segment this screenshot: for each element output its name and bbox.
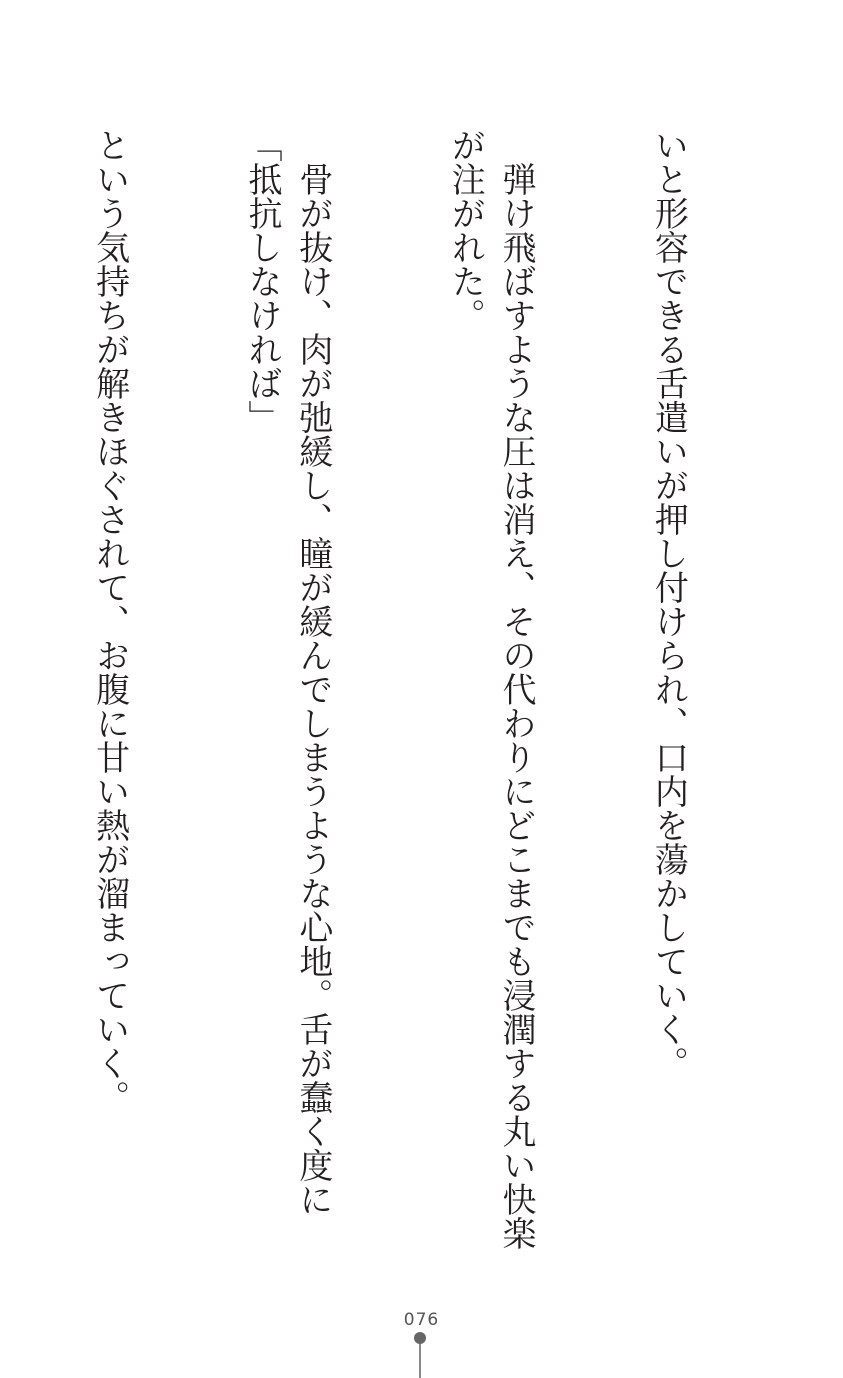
vertical-text-body xyxy=(35,128,795,1258)
text-line: 骨が抜け、肉が弛緩し、瞳が緩んでしまうような心地。舌が蠢く度に「抵抗しなければ」 xyxy=(242,128,333,1216)
text-line: 弾け飛ばすような圧は消え、その代わりにどこまでも浸潤する丸い快楽が注がれた。 xyxy=(445,128,537,1250)
page-marker-dot xyxy=(414,1332,426,1344)
text-line: いと形容できる舌遣いが押し付けられ、口内を蕩かしていく。 xyxy=(648,128,689,1080)
text-line: という気持ちが解きほぐされて、お腹に甘い熱が溜まっていく。 xyxy=(89,128,130,1114)
page-marker-line xyxy=(419,1344,421,1378)
page-number: 076 xyxy=(403,1310,440,1330)
